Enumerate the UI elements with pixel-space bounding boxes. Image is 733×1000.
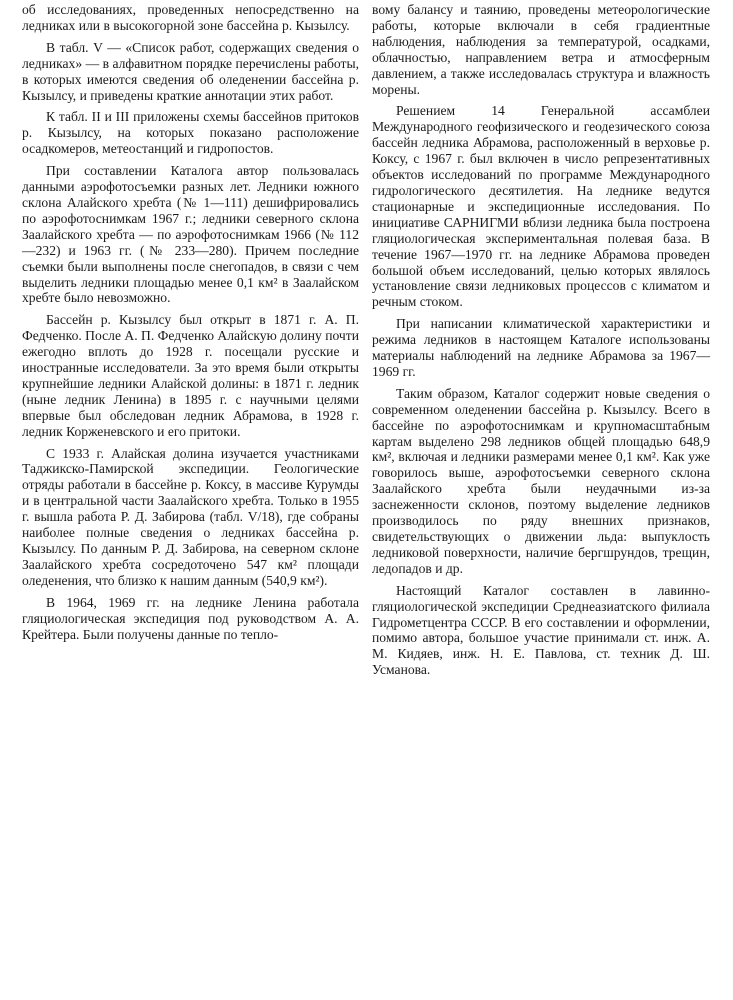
paragraph-tables-ii-iii: К табл. II и III приложены схемы бассейнов притоков р. Кызылсу, на которых показано расположение осадкомеров, метеостанций и гидропостов.	[22, 109, 359, 157]
right-text-column	[372, 2, 710, 684]
paragraph-aerial-survey: При составлении Каталога автор пользовалась данными аэрофотосъемки разных лет. Ледники южного склона Алайского хребта (№ 1—111) дешифрировались по аэрофотоснимкам 1967 г.; ледники северного склона Заалайского хребта — по аэрофотоснимкам 1966 (№ 112—232) и 1963 гг. (№ 233—280). Причем последние съемки были выполнены после снегопадов, в связи с чем выделить ледники площадью менее 0,1 км² в Заалайском хребте было невозможно.	[22, 163, 359, 306]
paragraph-lenin-glacier: В 1964, 1969 гг. на леднике Ленина работала гляциологическая экспедиция под руководством А. А. Крейтера. Были получены данные по тепло-	[22, 594, 359, 642]
paragraph-basin-discovery: Бассейн р. Кызылсу был открыт в 1871 г. А. П. Федченко. После А. П. Федченко Алайскую долину почти ежегодно вплоть до 1928 г. посещали русские и иностранные исследователи. За это время были открыты крупнейшие ледники Алайской долины: в 1871 г. ледник (ныне ледник Ленина) в 1895 г. с научными целями впервые был обследован ледник Абрамова, в 1928 г. ледник Корженевского и его притоки.	[22, 312, 359, 439]
paragraph-abramov-glacier: Решением 14 Генеральной ассамблеи Международного геофизического и геодезического союза бассейн ледника Абрамова, расположенный в верховье р. Коксу, с 1967 г. был включен в число репрезентативных объектов исследований по программе Международного гидрологического десятилетия. На леднике ведутся стационарные и экспедиционные исследования. По инициативе САРНИГМИ вблизи ледника была построена гляциологическая экспериментальная полевая база. В течение 1967—1970 гг. на леднике Абрамова проведен большой объем исследований, целью которых являлось установление связи ледниковых процессов с климатом и речным стоком.	[372, 103, 710, 310]
paragraph-table-v: В табл. V — «Список работ, содержащих сведения о ледниках» — в алфавитном порядке перечислены работы, в которых имеются сведения об оледенении бассейна р. Кызылсу, и приведены краткие аннотации этих работ.	[22, 39, 359, 103]
paragraph-climate-materials: При написании климатической характеристики и режима ледников в настоящем Каталоге использованы материалы наблюдений на леднике Абрамова за 1967—1969 гг.	[372, 316, 710, 379]
paragraph-expedition-1933: С 1933 г. Алайская долина изучается участниками Таджикско-Памирской экспедиции. Геологические отряды работали в бассейне р. Коксу, в массиве Курумды и в центральной части Заалайского хребта. Только в 1955 г. вышла работа Р. Д. Забирова (табл. V/18), где собраны наиболее полные сведения о ледниках бассейна р. Кызылсу. По данным Р. Д. Забирова, на северном склоне Заалайского хребта сосредоточено 547 км² площади оледенения, что близко к нашим данным (540,9 км²).	[22, 445, 359, 588]
paragraph-summary: Таким образом, Каталог содержит новые сведения о современном оледенении бассейна р. Кызылсу. Всего в бассейне по аэрофотоснимкам и крупномасштабным картам выделено 298 ледников общей площадью 648,9 км², включая и ледники размерами менее 0,1 км². Как уже говорилось выше, аэрофотосъемки северного склона Заалайского хребта были неудачными из-за заснеженности склонов, поэтому выделение ледников производилось по ряду внешних признаков, свидетельствующих о движении льда: выпуклость ледниковой поверхности, наличие бергшрундов, трещин, ледопадов и др.	[372, 385, 710, 576]
paragraph-acknowledgements: Настоящий Каталог составлен в лавинно-гляциологической экспедиции Среднеазиатского филиала Гидрометцентра СССР. В его составлении и оформлении, помимо автора, большое участие принимали ст. инж. А. М. Кидяев, инж. Н. Е. Павлова, ст. техник Д. Ш. Усманова.	[372, 582, 710, 678]
paragraph-continuation: вому балансу и таянию, проведены метеорологические работы, которые включали в себя градиентные наблюдения, наблюдения за температурой, осадками, облачностью, направлением ветра и атмосферным давлением, а также исследовалась структура и влажность морены.	[372, 2, 710, 97]
paragraph-continuation: об исследованиях, проведенных непосредственно на ледниках или в высокогорной зоне бассейна р. Кызылсу.	[22, 2, 359, 33]
left-text-column	[22, 2, 359, 648]
